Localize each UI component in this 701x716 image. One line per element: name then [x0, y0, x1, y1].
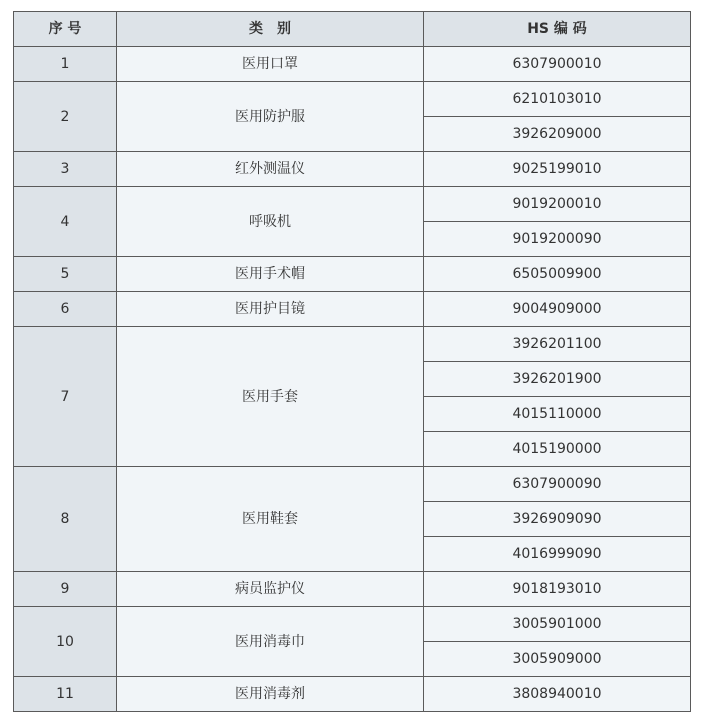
row-hs-code: 4016999090	[424, 537, 691, 572]
row-hs-code: 3926201100	[424, 327, 691, 362]
row-hs-code: 3926201900	[424, 362, 691, 397]
row-index: 3	[14, 152, 117, 187]
row-hs-code: 4015190000	[424, 432, 691, 467]
table-row	[14, 187, 691, 222]
table-row	[14, 677, 691, 712]
row-hs-code: 6307900090	[424, 467, 691, 502]
row-category: 医用手术帽	[117, 257, 424, 292]
hs-code-table	[13, 11, 691, 712]
table-row	[14, 327, 691, 362]
table-row	[14, 467, 691, 502]
row-hs-code: 3005901000	[424, 607, 691, 642]
row-hs-code: 4015110000	[424, 397, 691, 432]
table-row	[14, 292, 691, 327]
row-hs-code: 6307900010	[424, 47, 691, 82]
row-category: 红外测温仪	[117, 152, 424, 187]
row-category: 医用消毒巾	[117, 607, 424, 677]
row-hs-code: 6210103010	[424, 82, 691, 117]
table-row	[14, 152, 691, 187]
row-category: 医用口罩	[117, 47, 424, 82]
row-index: 6	[14, 292, 117, 327]
header-category: 类 别	[117, 12, 424, 47]
row-category: 医用鞋套	[117, 467, 424, 572]
row-category: 医用护目镜	[117, 292, 424, 327]
row-category: 医用手套	[117, 327, 424, 467]
table-body	[14, 47, 691, 712]
row-category: 呼吸机	[117, 187, 424, 257]
header-index: 序 号	[14, 12, 117, 47]
header-row	[14, 12, 691, 47]
row-hs-code: 3926209000	[424, 117, 691, 152]
row-hs-code: 3005909000	[424, 642, 691, 677]
row-hs-code: 9019200090	[424, 222, 691, 257]
row-hs-code: 9004909000	[424, 292, 691, 327]
row-category: 医用防护服	[117, 82, 424, 152]
row-hs-code: 9018193010	[424, 572, 691, 607]
table-row	[14, 82, 691, 117]
row-index: 11	[14, 677, 117, 712]
row-index: 4	[14, 187, 117, 257]
row-hs-code: 3808940010	[424, 677, 691, 712]
table-row	[14, 47, 691, 82]
row-category: 病员监护仪	[117, 572, 424, 607]
row-index: 5	[14, 257, 117, 292]
row-index: 9	[14, 572, 117, 607]
row-index: 10	[14, 607, 117, 677]
table-row	[14, 257, 691, 292]
row-index: 2	[14, 82, 117, 152]
row-category: 医用消毒剂	[117, 677, 424, 712]
header-hs-code: HS 编 码	[424, 12, 691, 47]
row-hs-code: 3926909090	[424, 502, 691, 537]
table-row	[14, 572, 691, 607]
row-index: 8	[14, 467, 117, 572]
row-hs-code: 6505009900	[424, 257, 691, 292]
row-hs-code: 9025199010	[424, 152, 691, 187]
row-hs-code: 9019200010	[424, 187, 691, 222]
table-row	[14, 607, 691, 642]
row-index: 1	[14, 47, 117, 82]
row-index: 7	[14, 327, 117, 467]
